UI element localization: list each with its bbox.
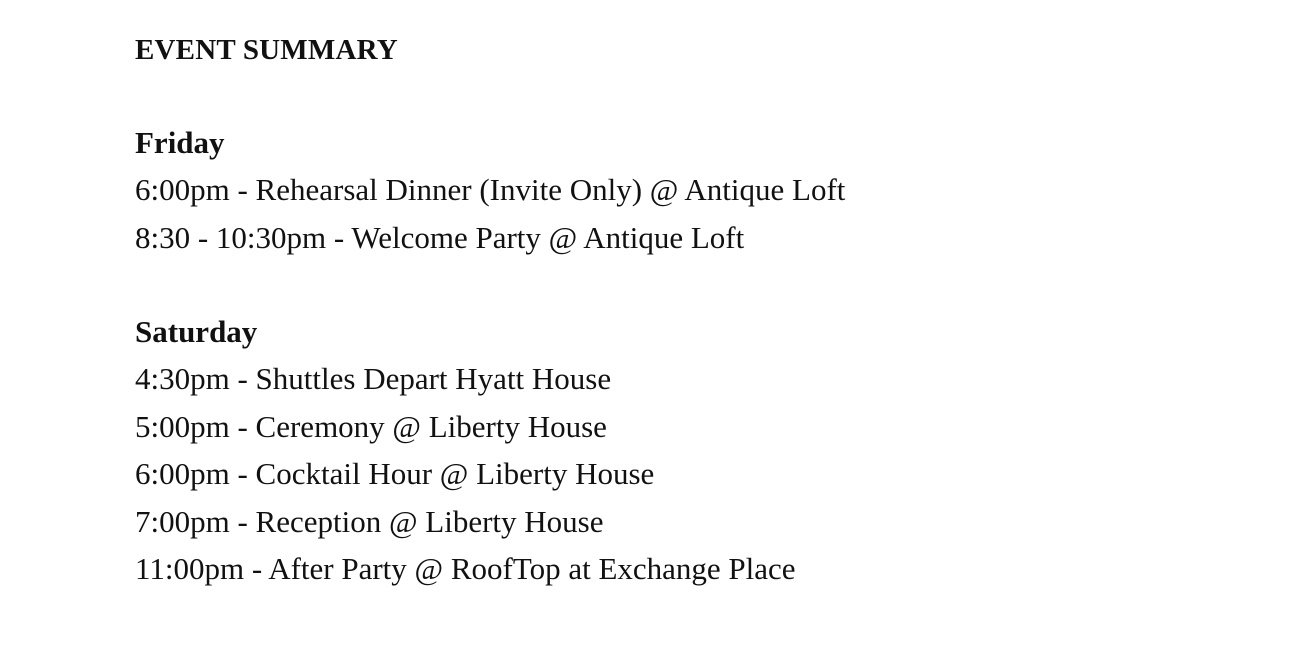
day-title-friday: Friday <box>135 125 225 160</box>
day-block-friday <box>135 120 1235 261</box>
event-item: 8:30 - 10:30pm - Welcome Party @ Antique Loft <box>135 219 745 255</box>
event-list-saturday <box>135 355 1235 593</box>
event-item: 5:00pm - Ceremony @ Liberty House <box>135 408 607 444</box>
event-item: 6:00pm - Rehearsal Dinner (Invite Only) @ Antique Loft <box>135 172 846 207</box>
event-item: 11:00pm - After Party @ RoofTop at Exchange Place <box>135 551 796 586</box>
day-title-saturday: Saturday <box>135 314 258 349</box>
event-item: 7:00pm - Reception @ Liberty House <box>135 503 604 539</box>
day-block-saturday <box>135 309 1235 593</box>
event-item: 4:30pm - Shuttles Depart Hyatt House <box>135 361 612 396</box>
event-list-friday <box>135 166 1235 261</box>
event-item: 6:00pm - Cocktail Hour @ Liberty House <box>135 456 655 491</box>
event-summary-section <box>135 28 1235 593</box>
event-summary-title: EVENT SUMMARY <box>135 34 398 66</box>
